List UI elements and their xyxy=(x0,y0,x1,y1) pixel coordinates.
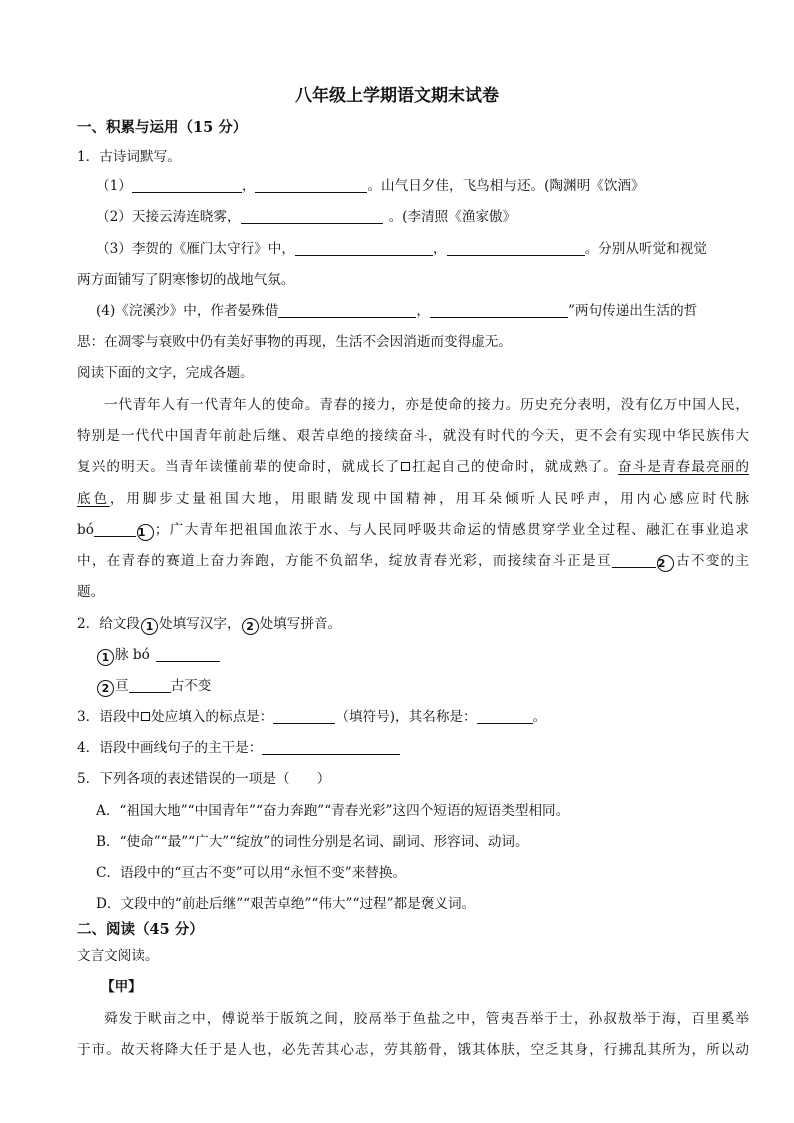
q1-1-rest: 。山气日夕佳，飞鸟相与还。(陶渊明《饮酒》 xyxy=(367,178,645,194)
q2-stem-c: 处填写拼音。 xyxy=(259,616,342,632)
q3-a: 3．语段中 xyxy=(77,709,141,725)
q2-answer-2-post: 古不变 xyxy=(170,678,212,694)
answer-blank[interactable] xyxy=(477,708,533,724)
answer-blank[interactable] xyxy=(612,552,656,568)
q1-3-sep: ， xyxy=(432,241,447,257)
q1-3-rest: 。分别从听觉和视觉 xyxy=(584,241,707,257)
passage-line-2: 特别是一代代中国青年前赴后继、艰苦卓绝的接续奋斗，就没有时代的今天，更不会有实现中华民族伟大 xyxy=(77,428,749,444)
classical-label: 【甲】 xyxy=(101,979,142,995)
q5-option-a: A．“祖国大地”“中国青年”“奋力奔跑”“青春光彩”这四个短语的短语类型相同。 xyxy=(96,803,570,819)
answer-blank[interactable] xyxy=(430,302,568,318)
circled-number-1: 1 xyxy=(97,649,114,666)
answer-blank[interactable] xyxy=(156,646,220,662)
answer-blank[interactable] xyxy=(278,302,416,318)
underlined-sentence-end: 底色 xyxy=(77,491,110,507)
q5-option-d: D．文段中的“前赴后继”“艰苦卓绝”“伟大”“过程”都是褒义词。 xyxy=(96,896,476,912)
passage-line-1: 一代青年人有一代青年人的使命。青春的接力，亦是使命的接力。历史充分表明，没有亿万中国人民， xyxy=(104,397,749,413)
q3-c: （填符号)，其名称是： xyxy=(335,709,477,725)
page-title: 八年级上学期语文期末试卷 xyxy=(295,86,499,106)
q1-3-pre: （3）李贺的《雁门太守行》中， xyxy=(96,241,295,257)
pinyin-bo: bó xyxy=(77,522,94,538)
q1-line-4 xyxy=(96,301,749,321)
q4 xyxy=(77,738,749,758)
q1-1-sep: ， xyxy=(241,178,256,194)
circled-number-2: 2 xyxy=(657,555,674,572)
q1-stem: 1．古诗词默写。 xyxy=(77,149,181,165)
q2-answer-2 xyxy=(96,676,749,697)
section1-heading: 一、积累与运用（15 分） xyxy=(77,119,248,136)
q5-option-b: B．“使命”“最”“广大”“绽放”的词性分别是名词、副词、形容词、动词。 xyxy=(96,834,529,850)
answer-blank[interactable] xyxy=(262,739,400,755)
q1-2-text: （2）天接云涛连晓雾， xyxy=(96,209,241,225)
circled-number-2: 2 xyxy=(97,680,114,697)
circled-number-1: 1 xyxy=(141,618,158,635)
q1-4-rest: ”两句传递出生活的哲 xyxy=(567,303,698,319)
passage-line-4b: ，用脚步丈量祖国大地，用眼睛发现中国精神，用耳朵倾听人民呼声，用内心感应时代脉 xyxy=(109,491,749,507)
answer-blank[interactable] xyxy=(447,240,585,256)
passage-line-4 xyxy=(77,489,749,509)
passage-line-3 xyxy=(77,457,749,477)
q1-2-rest: 。(李清照《渔家傲》 xyxy=(388,209,517,225)
answer-blank[interactable] xyxy=(273,708,335,724)
passage-line-3a: 复兴的明天。当青年读懂前辈的使命时，就成长了 xyxy=(77,459,401,475)
answer-blank[interactable] xyxy=(255,177,367,193)
q3-d: 。 xyxy=(532,709,547,725)
answer-blank[interactable] xyxy=(132,177,242,193)
q1-line-3-cont: 两方面铺写了阴寒惨切的战地气氛。 xyxy=(77,272,295,288)
answer-blank[interactable] xyxy=(94,521,136,537)
passage-line-3b: 扛起自己的使命时，就成熟了。 xyxy=(411,459,618,475)
reading-intro: 阅读下面的文字，完成各题。 xyxy=(77,365,254,381)
q1-line-4-cont: 思：在凋零与衰败中仍有美好事物的再现，生活不会因消逝而变得虚无。 xyxy=(77,334,512,350)
passage-line-5b: ；广大青年把祖国血浓于水、与人民同呼吸共命运的情感贯穿学业全过程、融汇在事业追求 xyxy=(154,522,749,538)
q1-4-pre: (4)《浣溪沙》中，作者晏殊借 xyxy=(96,303,279,319)
q2-answer-1-text: 脉 bó xyxy=(115,647,150,663)
q1-line-2 xyxy=(96,207,749,227)
q1-line-3 xyxy=(96,239,749,259)
answer-blank[interactable] xyxy=(241,208,383,224)
punctuation-box xyxy=(401,462,410,471)
circled-number-1: 1 xyxy=(137,524,154,541)
q1-1-num: （1） xyxy=(96,178,132,194)
classical-line-1: 舜发于畎亩之中，傅说举于版筑之间，胶鬲举于鱼盐之中，管夷吾举于士，孙叔敖举于海，百里奚举 xyxy=(104,1011,749,1027)
punctuation-box xyxy=(141,712,150,721)
classical-line-2: 于市。故天将降大任于是人也，必先苦其心志，劳其筋骨，饿其体肤，空乏其身，行拂乱其所为，所以动 xyxy=(77,1042,749,1058)
section2-heading: 二、阅读（45 分） xyxy=(77,921,204,938)
q3-b: 处应填入的标点是： xyxy=(151,709,274,725)
q4-a: 4．语段中画线句子的主干是： xyxy=(77,740,263,756)
circled-number-2: 2 xyxy=(242,618,259,635)
passage-line-6 xyxy=(77,551,749,572)
passage-line-7: 题。 xyxy=(77,584,105,600)
q5-option-c: C．语段中的“亘古不变”可以用“永恒不变”来替换。 xyxy=(96,865,407,881)
q2-answer-1 xyxy=(96,645,749,666)
q2-stem-b: 处填写汉字， xyxy=(159,616,241,632)
q5-stem: 5．下列各项的表述错误的一项是（ ） xyxy=(77,771,331,787)
q1-line-1 xyxy=(96,176,749,196)
q2-answer-2-pre: 亘 xyxy=(115,678,129,694)
passage-line-6a: 中，在青春的赛道上奋力奔跑，方能不负韶华，绽放青春光彩，而接续奋斗正是亘 xyxy=(77,553,612,569)
q2-stem xyxy=(77,614,749,635)
q3 xyxy=(77,707,749,727)
passage-line-5 xyxy=(77,520,749,541)
classical-intro: 文言文阅读。 xyxy=(77,948,159,964)
q2-stem-a: 2．给文段 xyxy=(77,616,141,632)
answer-blank[interactable] xyxy=(295,240,433,256)
answer-blank[interactable] xyxy=(129,677,171,693)
q1-4-sep: ， xyxy=(416,303,430,319)
underlined-sentence: 奋斗是青春最亮丽的 xyxy=(617,459,750,475)
passage-line-6b: 古不变的主 xyxy=(674,553,750,569)
